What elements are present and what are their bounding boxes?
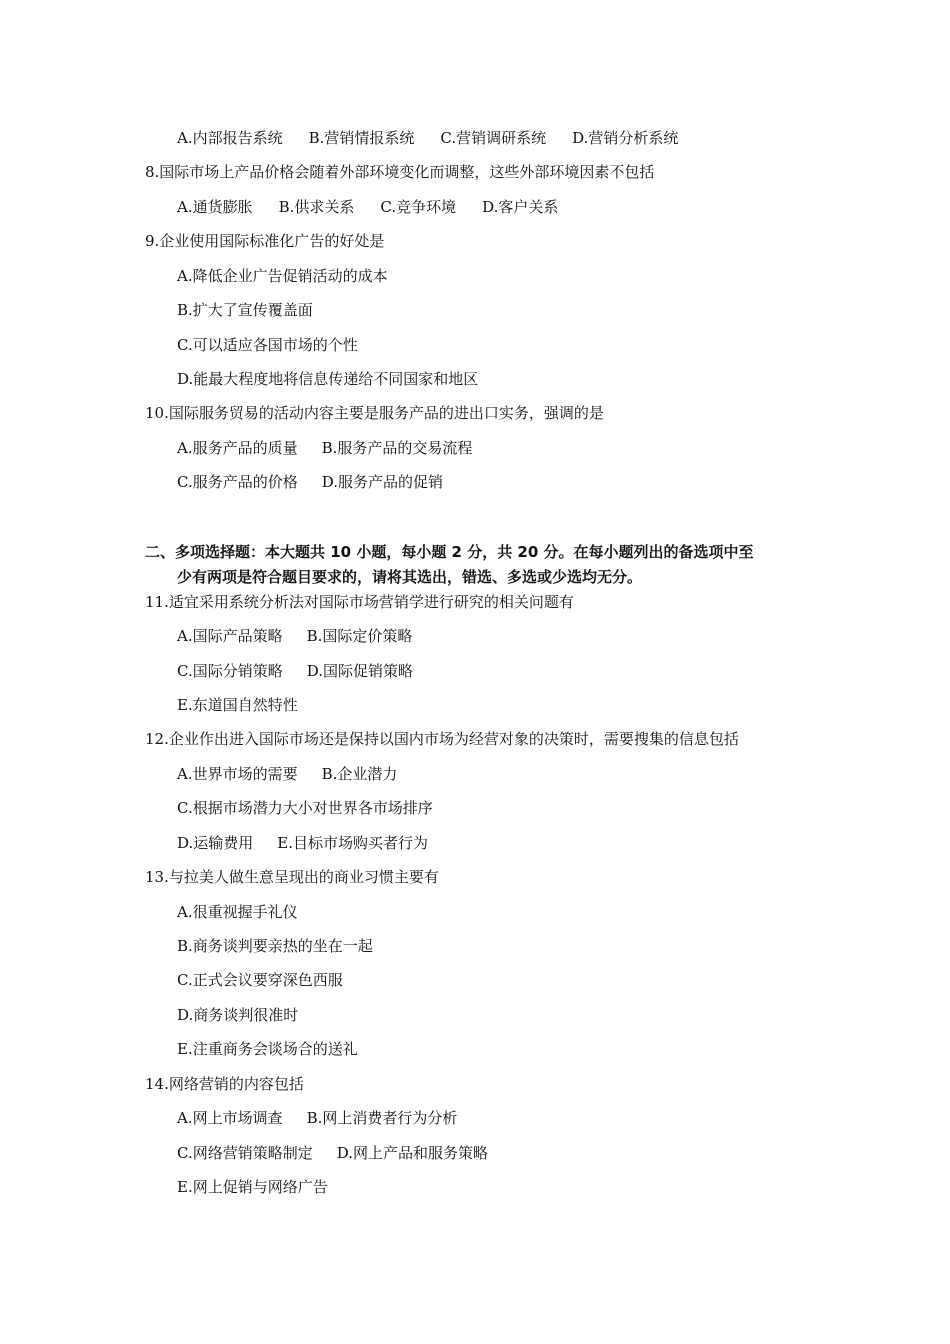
- q14-option-c: C.网络营销策略制定: [177, 1144, 313, 1162]
- q7-option-b: B.营销情报系统: [308, 129, 415, 147]
- q10-option-c: C.服务产品的价格: [177, 473, 298, 491]
- q14-option-a: A.网上市场调查: [177, 1109, 283, 1127]
- q11-stem: 11.适宜采用系统分析法对国际市场营销学进行研究的相关问题有: [145, 593, 574, 611]
- q9-option-a: A.降低企业广告促销活动的成本: [177, 267, 388, 285]
- q13-option-e: E.注重商务会谈场合的送礼: [177, 1040, 358, 1058]
- q11-options-row2: [177, 660, 413, 682]
- q10-option-b: B.服务产品的交易流程: [321, 439, 473, 457]
- q12-option-d: D.运输费用: [177, 834, 254, 852]
- q7-option-c: C.营销调研系统: [440, 129, 547, 147]
- q12-option-b: B.企业潜力: [321, 765, 398, 783]
- q14-options-row2: [177, 1142, 488, 1164]
- q14-stem: 14.网络营销的内容包括: [145, 1075, 304, 1093]
- q7-options: [177, 127, 678, 149]
- q11-option-c: C.国际分销策略: [177, 662, 283, 680]
- q12-options-row3: [177, 832, 428, 854]
- q14-option-e: E.网上促销与网络广告: [177, 1178, 328, 1196]
- q11-option-a: A.国际产品策略: [177, 627, 283, 645]
- q12-option-a: A.世界市场的需要: [177, 765, 298, 783]
- q14-option-b: B.网上消费者行为分析: [306, 1109, 458, 1127]
- q10-options-row1: [177, 437, 472, 459]
- q10-options-row2: [177, 471, 443, 493]
- q13-option-b: B.商务谈判要亲热的坐在一起: [177, 937, 373, 955]
- q14-option-d: D.网上产品和服务策略: [336, 1144, 488, 1162]
- q11-option-b: B.国际定价策略: [306, 627, 413, 645]
- q7-option-a: A.内部报告系统: [177, 129, 283, 147]
- q8-option-c: C.竞争环境: [380, 198, 457, 216]
- q11-option-d: D.国际促销策略: [306, 662, 413, 680]
- q8-stem: 8.国际市场上产品价格会随着外部环境变化而调整，这些外部环境因素不包括: [145, 163, 655, 181]
- q8-options: [177, 196, 558, 218]
- q12-stem: 12.企业作出进入国际市场还是保持以国内市场为经营对象的决策时，需要搜集的信息包括: [145, 730, 739, 748]
- q13-option-c: C.正式会议要穿深色西服: [177, 971, 343, 989]
- q10-option-a: A.服务产品的质量: [177, 439, 298, 457]
- q7-option-d: D.营销分析系统: [572, 129, 679, 147]
- q13-stem: 13.与拉美人做生意呈现出的商业习惯主要有: [145, 868, 439, 886]
- section2-heading-line1: 二、多项选择题：本大题共 10 小题，每小题 2 分，共 20 分。在每小题列出的备选项中至: [145, 543, 754, 561]
- q9-option-c: C.可以适应各国市场的个性: [177, 336, 358, 354]
- q8-option-a: A.通货膨胀: [177, 198, 253, 216]
- q8-option-b: B.供求关系: [278, 198, 355, 216]
- q12-option-c: C.根据市场潜力大小对世界各市场排序: [177, 799, 433, 817]
- q10-stem: 10.国际服务贸易的活动内容主要是服务产品的进出口实务，强调的是: [145, 404, 604, 422]
- q11-options-row1: [177, 625, 412, 647]
- q9-stem: 9.企业使用国际标准化广告的好处是: [145, 232, 385, 250]
- q9-option-b: B.扩大了宣传覆盖面: [177, 301, 313, 319]
- q8-option-d: D.客户关系: [482, 198, 559, 216]
- q13-option-a: A.很重视握手礼仪: [177, 903, 298, 921]
- q14-options-row1: [177, 1107, 457, 1129]
- q10-option-d: D.服务产品的促销: [321, 473, 443, 491]
- q13-option-d: D.商务谈判很准时: [177, 1006, 299, 1024]
- section2-heading-line2: 少有两项是符合题目要求的，请将其选出，错选、多选或少选均无分。: [177, 568, 643, 586]
- q11-option-e: E.东道国自然特性: [177, 696, 298, 714]
- q9-option-d: D.能最大程度地将信息传递给不同国家和地区: [177, 370, 479, 388]
- q12-options-row1: [177, 763, 397, 785]
- q12-option-e: E.目标市场购买者行为: [277, 834, 428, 852]
